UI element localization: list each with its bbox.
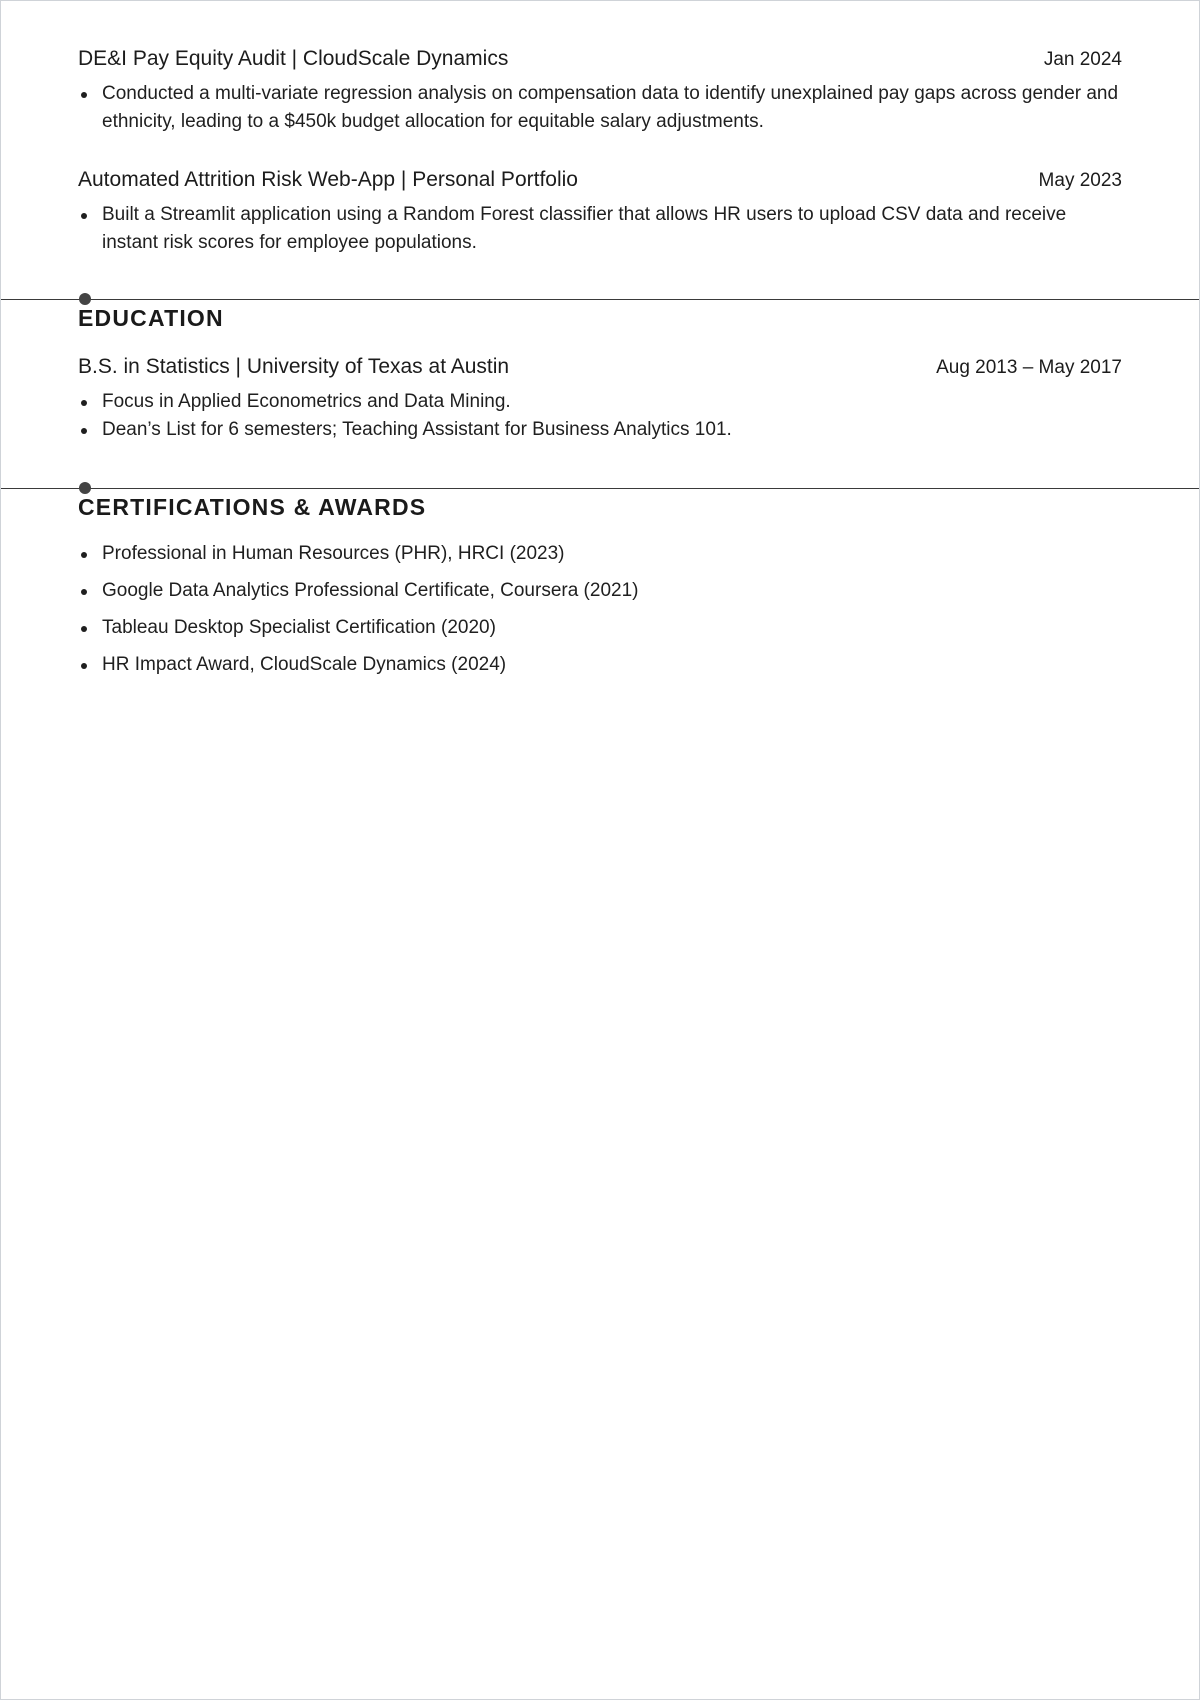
certification-item: Google Data Analytics Professional Certificate, Coursera (2021) xyxy=(78,577,1122,605)
section-heading-education: EDUCATION xyxy=(78,305,224,331)
certification-item: Professional in Human Resources (PHR), HRCI (2023) xyxy=(78,540,1122,568)
section-divider xyxy=(1,299,1199,300)
project-title: DE&I Pay Equity Audit | CloudScale Dynamics xyxy=(78,47,509,70)
project-date: Jan 2024 xyxy=(1043,49,1122,70)
certifications-list xyxy=(78,540,1122,679)
bullet-item: Focus in Applied Econometrics and Data Mining. xyxy=(78,388,1122,416)
project-entry xyxy=(78,166,1122,257)
project-bullets xyxy=(78,80,1122,136)
bullet-item: Built a Streamlit application using a Random Forest classifier that allows HR users to upload CSV data and receive instant risk scores for employee populations. xyxy=(78,201,1122,257)
section-heading-certifications: CERTIFICATIONS & AWARDS xyxy=(78,494,427,520)
project-title: Automated Attrition Risk Web-App | Personal Portfolio xyxy=(78,168,578,191)
project-header xyxy=(78,45,1122,74)
certification-item: HR Impact Award, CloudScale Dynamics (2024) xyxy=(78,651,1122,679)
project-bullets xyxy=(78,201,1122,257)
education-header xyxy=(78,353,1122,382)
project-header xyxy=(78,166,1122,195)
project-date: May 2023 xyxy=(1038,170,1122,191)
certifications-entry xyxy=(78,540,1122,688)
certification-item: Tableau Desktop Specialist Certification (2020) xyxy=(78,614,1122,642)
section-divider xyxy=(1,488,1199,489)
education-bullets xyxy=(78,388,1122,444)
education-entry xyxy=(78,353,1122,444)
bullet-item: Conducted a multi-variate regression analysis on compensation data to identify unexplained pay gaps across gender and ethnicity, leading to a $450k budget allocation for equitable salary adjustments. xyxy=(78,80,1122,136)
education-date: Aug 2013 – May 2017 xyxy=(936,357,1122,378)
degree-title: B.S. in Statistics | University of Texas at Austin xyxy=(78,355,510,378)
bullet-item: Dean’s List for 6 semesters; Teaching Assistant for Business Analytics 101. xyxy=(78,416,1122,444)
project-entry xyxy=(78,45,1122,136)
